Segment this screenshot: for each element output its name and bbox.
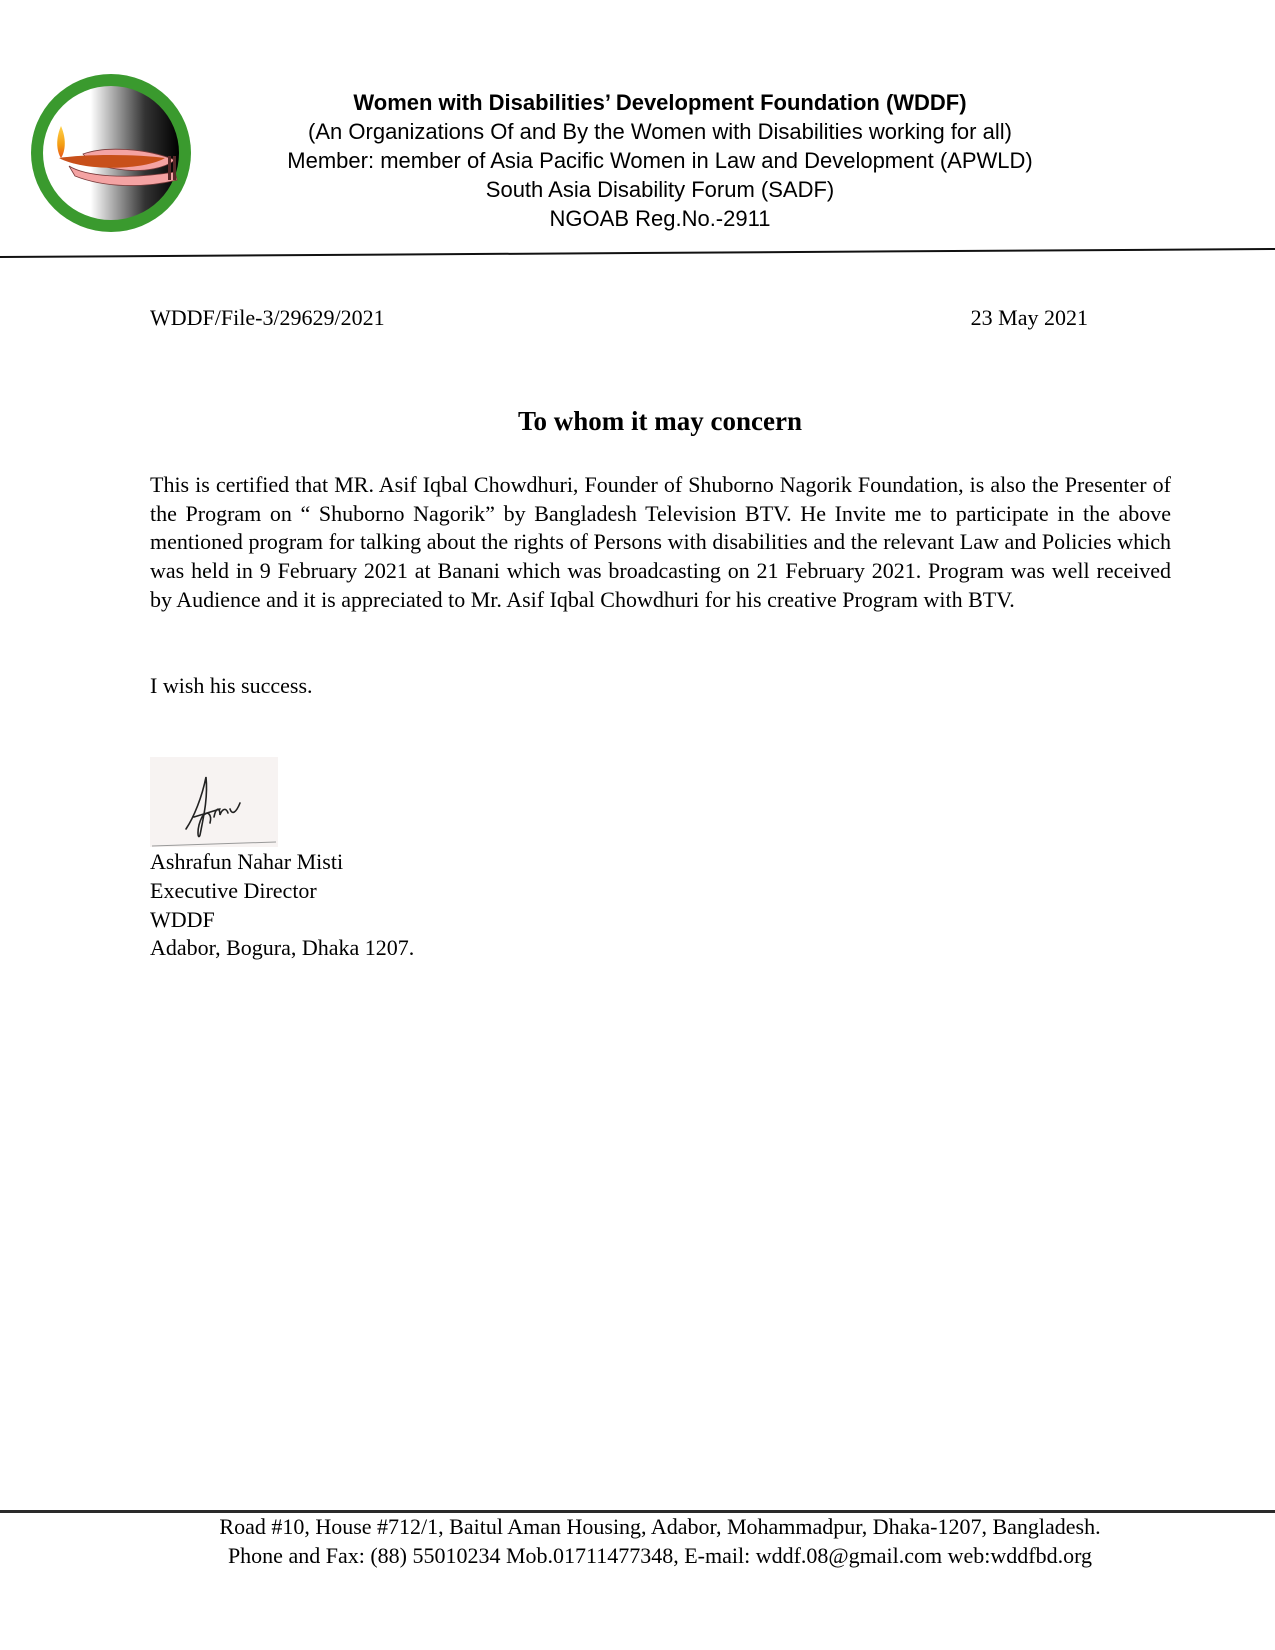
signatory-name: Ashrafun Nahar Misti (150, 849, 344, 874)
signature (150, 757, 278, 849)
footer (0, 1512, 1275, 1570)
header-divider (0, 248, 1275, 260)
org-name: Women with Disabilities’ Development Foundation (WDDF) (353, 90, 967, 115)
reference-number: WDDF/File-3/29629/2021 (150, 305, 385, 330)
signatory-organization: WDDF (150, 906, 215, 932)
org-forum: South Asia Disability Forum (SADF) (485, 177, 835, 202)
letter-title: To whom it may concern (518, 406, 802, 436)
signatory-block (150, 848, 414, 963)
signatory-address: Adabor, Bogura, Dhaka 1207. (150, 935, 415, 961)
closing-line: I wish his success. (150, 673, 313, 698)
letter-date: 23 May 2021 (970, 305, 1088, 330)
org-tagline: (An Organizations Of and By the Women with Disabilities working for all) (308, 119, 1012, 144)
letter-body: This is certified that MR. Asif Iqbal Chowdhuri, Founder of Shuborno Nagorik Foundation, is also the Presenter of the Program on “ Shuborno Nagorik” by Bangladesh Television BTV. He Invite me to participate in the above mentioned program for talking about the rights of Persons with disabilities and the relevant Law and Policies which was held in 9 February 2021 at Banani which was broadcasting on 21 February 2021. Program was well received by Audience and it is appreciated to Mr. Asif Iqbal Chowdhuri for his creative Program with BTV. (150, 472, 1171, 612)
letterhead (220, 88, 1100, 233)
handwritten-signature-icon (150, 757, 278, 849)
wddf-logo (25, 68, 197, 238)
footer-contact: Phone and Fax: (88) 55010234 Mob.01711477348, E-mail: wddf.08@gmail.com web:wddfbd.org (227, 1543, 1093, 1568)
signatory-position: Executive Director (150, 877, 317, 903)
footer-address: Road #10, House #712/1, Baitul Aman Housing, Adabor, Mohammadpur, Dhaka-1207, Bangladesh. (219, 1514, 1101, 1539)
lamp-in-hand-logo-icon (25, 68, 197, 238)
org-membership: Member: member of Asia Pacific Women in Law and Development (APWLD) (287, 148, 1033, 173)
org-registration: NGOAB Reg.No.-2911 (549, 206, 771, 231)
